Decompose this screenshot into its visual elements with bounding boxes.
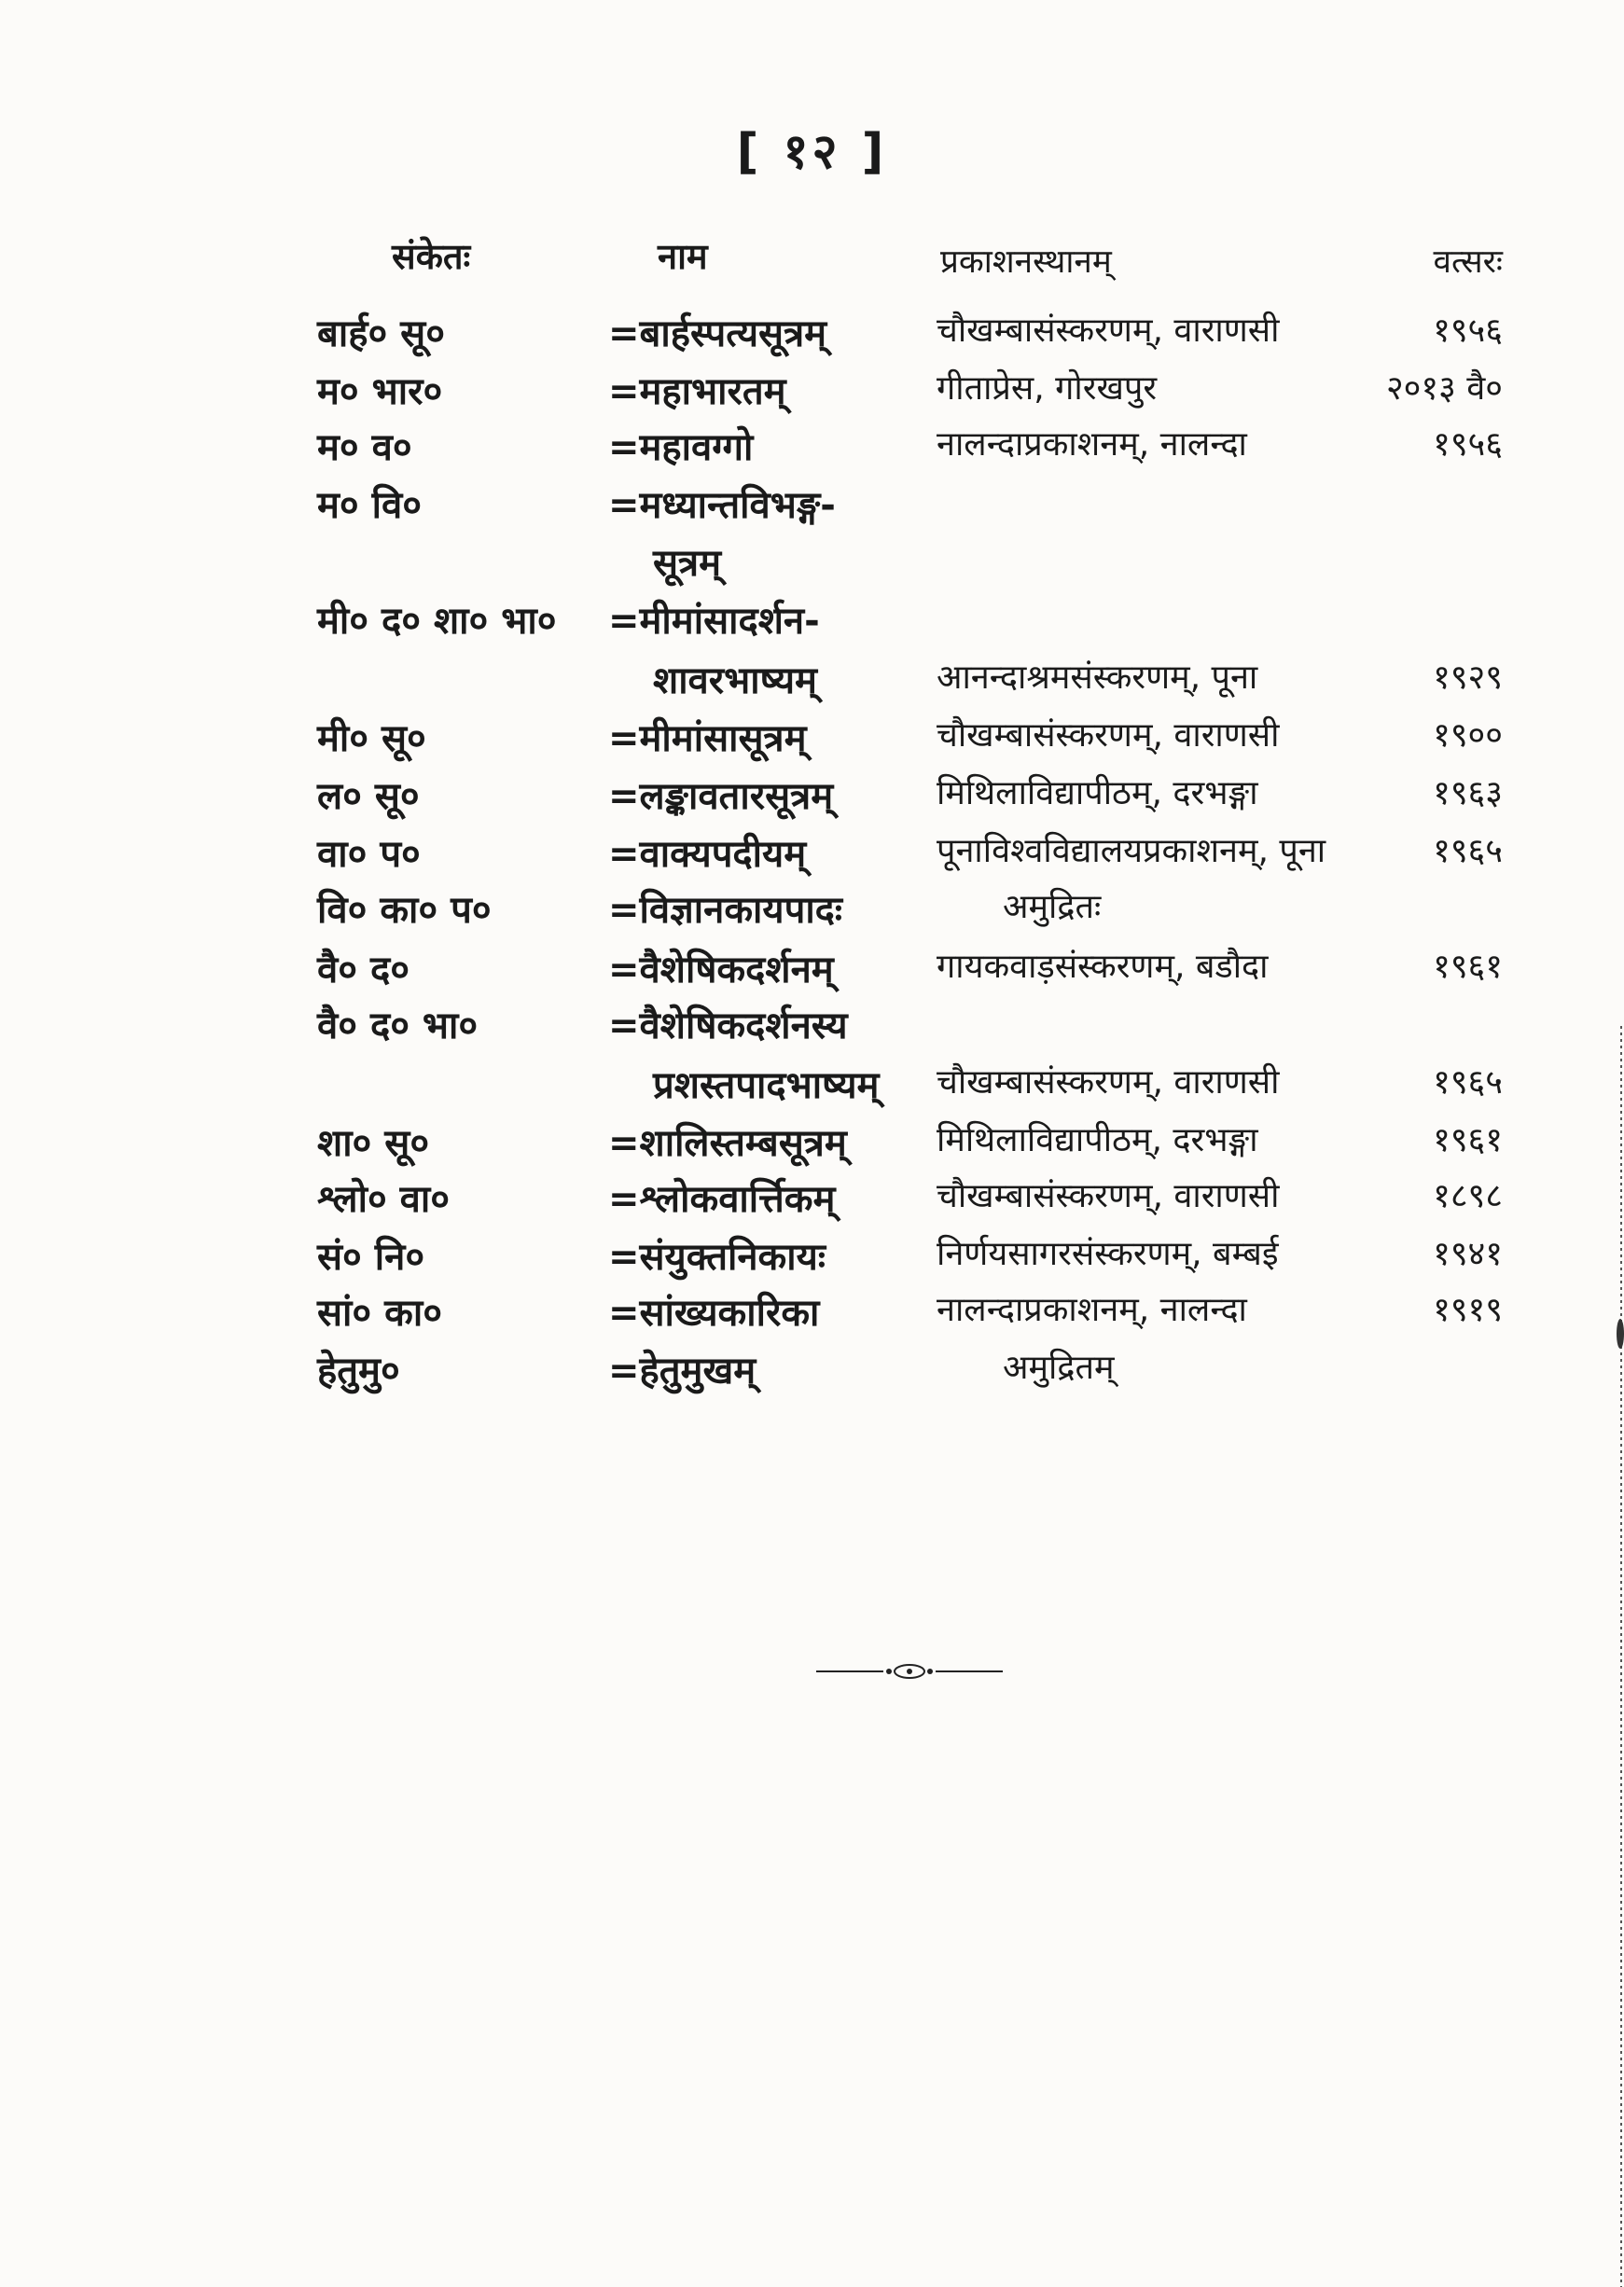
- header-name: नाम: [658, 236, 708, 277]
- row-place: गीताप्रेस, गोरखपुर: [937, 369, 1158, 408]
- row-name: =बार्हस्पत्यसूत्रम्: [608, 312, 827, 355]
- row-abbreviation: म० व०: [317, 426, 412, 469]
- row-abbreviation: वा० प०: [317, 833, 421, 876]
- row-name: =श्लोकवार्त्तिकम्: [608, 1178, 836, 1221]
- row-year: १९४१: [1433, 1235, 1503, 1273]
- row-name: सूत्रम्: [653, 542, 722, 585]
- row-abbreviation: मी० द० शा० भा०: [317, 600, 557, 643]
- row-abbreviation: वै० द० भा०: [317, 1005, 479, 1047]
- row-year: १९००: [1433, 716, 1503, 755]
- row-abbreviation: सां० का०: [317, 1292, 443, 1335]
- row-abbreviation: हेतुमु०: [317, 1350, 400, 1393]
- row-abbreviation: शा० सू०: [317, 1122, 430, 1165]
- row-abbreviation: श्लो० वा०: [317, 1178, 451, 1221]
- row-place: चौखम्बासंस्करणम्, वाराणसी: [937, 716, 1280, 755]
- row-abbreviation: म० वि०: [317, 484, 423, 527]
- row-name: =शालिस्तम्बसूत्रम्: [608, 1122, 847, 1165]
- row-year: १८९८: [1433, 1177, 1503, 1215]
- row-name: =हेतुमुखम्: [608, 1350, 756, 1393]
- row-name: =वैशेषिकदर्शनस्य: [608, 1005, 848, 1047]
- row-place: पूनाविश्वविद्यालयप्रकाशनम्, पूना: [937, 832, 1326, 870]
- row-place: चौखम्बासंस्करणम्, वाराणसी: [937, 312, 1280, 350]
- row-name: =विज्ञानकायपादः: [608, 889, 842, 932]
- row-place: नालन्दाप्रकाशनम्, नालन्दा: [937, 425, 1247, 464]
- row-name: =महावग्गो: [608, 426, 754, 469]
- row-year: १९५६: [1433, 312, 1503, 350]
- row-abbreviation: बार्ह० सू०: [317, 312, 446, 355]
- header-year: वत्सरः: [1433, 243, 1503, 281]
- row-abbreviation: म० भार०: [317, 370, 443, 413]
- row-place: आनन्दाश्रमसंस्करणम्, पूना: [937, 658, 1258, 697]
- header-place: प्रकाशनस्थानम्: [940, 243, 1112, 281]
- row-year: १९६३: [1433, 774, 1503, 812]
- ornament-divider: [816, 1660, 1003, 1683]
- row-year: २०१३ वै०: [1385, 369, 1503, 408]
- row-name: =सांख्यकारिका: [608, 1292, 820, 1335]
- row-year: १९६१: [1433, 948, 1503, 986]
- row-year: १९६५: [1433, 832, 1503, 870]
- row-name: =मीमांसादर्शन-: [608, 600, 820, 643]
- row-place: चौखम्बासंस्करणम्, वाराणसी: [937, 1177, 1280, 1215]
- header-abbreviation: संकेतः: [392, 236, 471, 277]
- row-abbreviation: सं० नि०: [317, 1236, 425, 1279]
- row-place: चौखम्बासंस्करणम्, वाराणसी: [937, 1063, 1280, 1102]
- row-name: प्रशस्तपादभाष्यम्: [653, 1064, 880, 1107]
- row-place: मिथिलाविद्यापीठम्, दरभङ्गा: [937, 1121, 1258, 1159]
- row-year: १९१९: [1433, 1291, 1503, 1329]
- row-place: मिथिलाविद्यापीठम्, दरभङ्गा: [937, 774, 1258, 812]
- row-year: १९६१: [1433, 1121, 1503, 1159]
- row-name: =मीमांसासूत्रम्: [608, 717, 807, 760]
- row-name: =महाभारतम्: [608, 370, 786, 413]
- row-place: अमुद्रितम्: [1003, 1349, 1115, 1387]
- row-year: १९५६: [1433, 425, 1503, 464]
- row-abbreviation: वै० द०: [317, 949, 410, 991]
- page-number: [ १२ ]: [736, 124, 888, 180]
- row-name: =मध्यान्तविभङ्ग-: [608, 484, 836, 527]
- row-year: १९२९: [1433, 658, 1503, 697]
- row-abbreviation: वि० का० प०: [317, 889, 492, 932]
- row-name: =वैशेषिकदर्शनम्: [608, 949, 834, 991]
- row-name: =वाक्यपदीयम्: [608, 833, 807, 876]
- row-place: निर्णयसागरसंस्करणम्, बम्बई: [937, 1235, 1279, 1273]
- row-place: नालन्दाप्रकाशनम्, नालन्दा: [937, 1291, 1247, 1329]
- row-abbreviation: मी० सू०: [317, 717, 426, 760]
- row-name: शावरभाष्यम्: [653, 659, 817, 702]
- row-abbreviation: ल० सू०: [317, 775, 420, 818]
- row-year: १९६५: [1433, 1063, 1503, 1102]
- row-name: =संयुक्तनिकायः: [608, 1236, 826, 1279]
- row-name: =लङ्कावतारसूत्रम्: [608, 775, 834, 818]
- page-edge-marks: [1613, 0, 1624, 2287]
- row-place: गायकवाड़संस्करणम्, बडौदा: [937, 948, 1269, 986]
- row-place: अमुद्रितः: [1003, 888, 1102, 926]
